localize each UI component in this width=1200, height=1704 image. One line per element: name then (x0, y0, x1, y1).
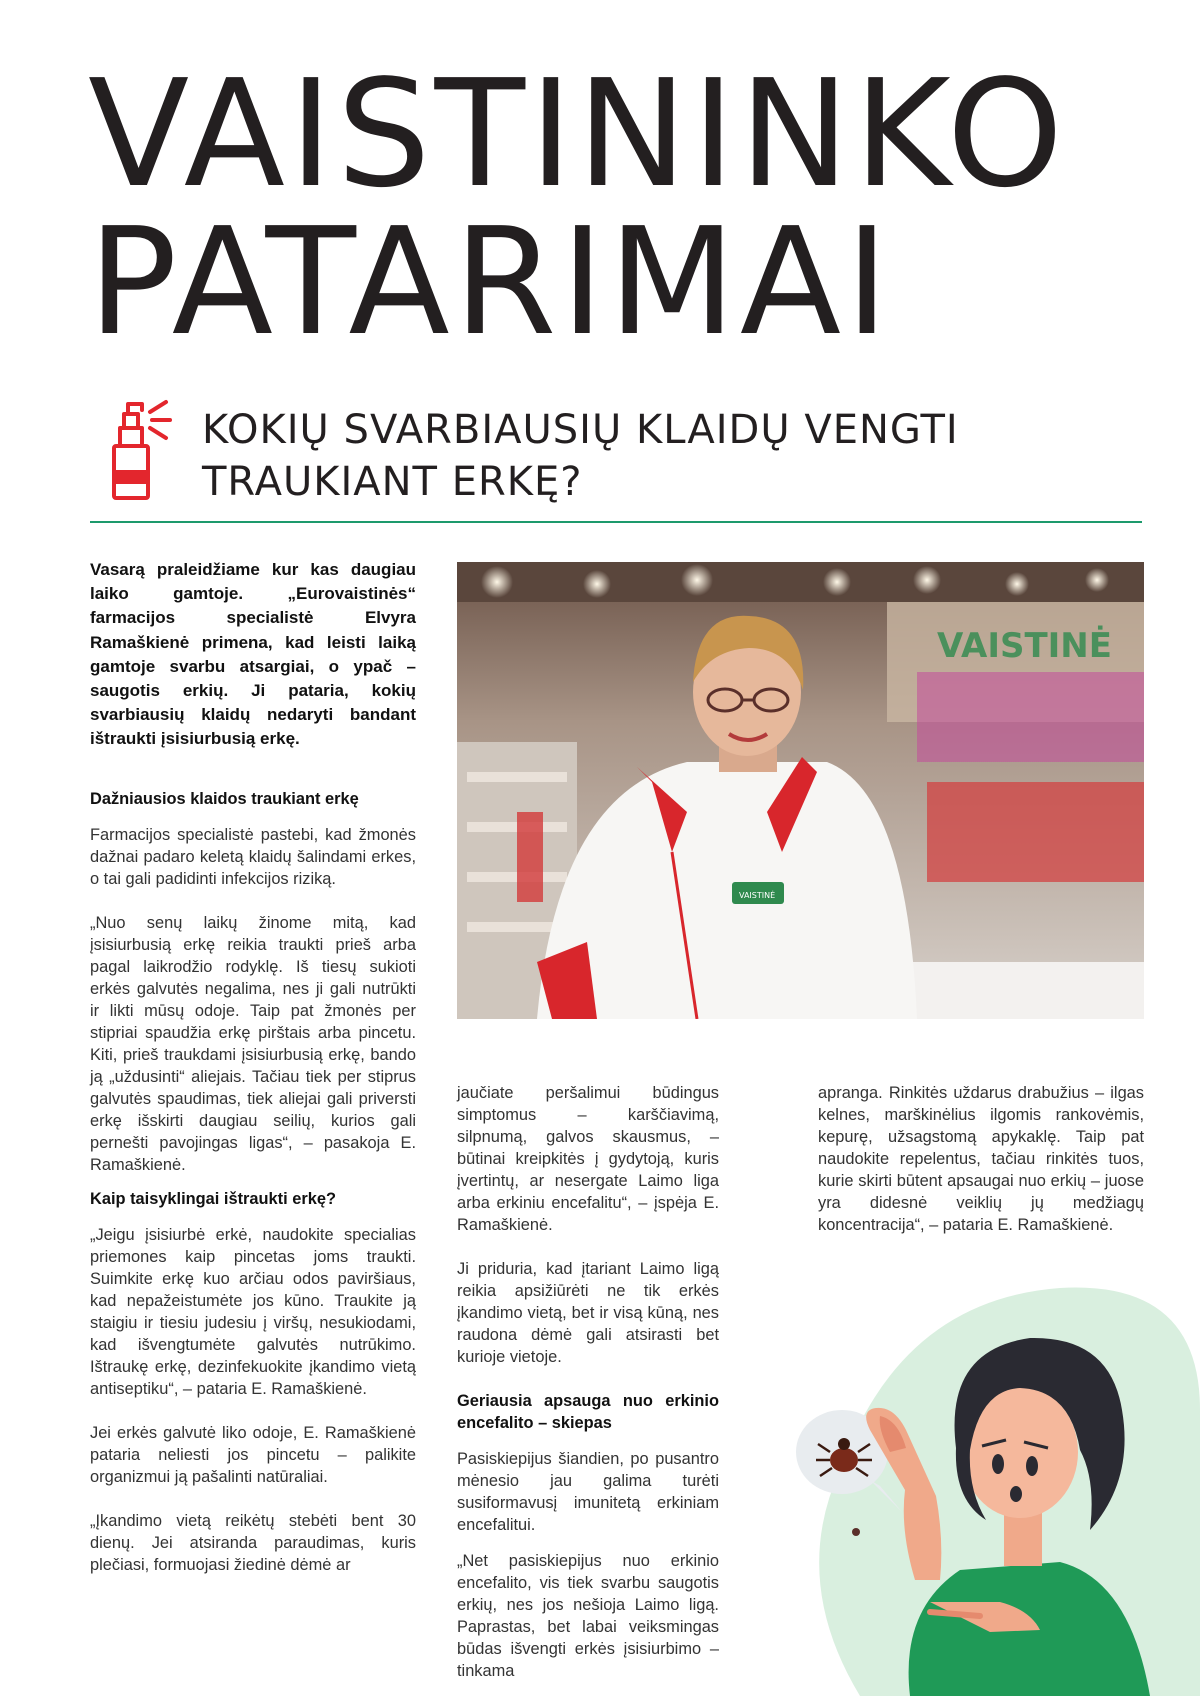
woman-tick-illustration (730, 1280, 1200, 1696)
column-1 (90, 558, 416, 1598)
article-subtitle (202, 404, 1122, 508)
paragraph: jaučiate peršalimui būdingus simptomus – karščiavimą, silpnumą, galvos skausmus, – būtinai kreipkitės į gydytoją, kuris įvertintų, ar nesergate Laimo liga arba erkiniu encefalitu“, – įspėja E. Ramaškienė. (457, 1084, 719, 1234)
paragraph: Farmacijos specialistė pastebi, kad žmonės dažnai padaro keletą klaidų šalindami erkes, o tai gali padidinti infekcijos riziką. (90, 825, 416, 888)
paragraph: „Net pasiskiepijus nuo erkinio encefalito, vis tiek svarbu saugotis erkių, nes jos nešioja Laimo ligą. Paprastas, bet labai veiksmingas būdas išvengti erkės įsisiurbimo – tinkama (457, 1552, 719, 1680)
paragraph: Pasiskiepijus šiandien, po pusantro mėnesio jau galima turėti susiformavusį imunitetą erkiniam encefalitui. (457, 1450, 719, 1534)
title-line-1: VAISTININKO (88, 48, 1068, 220)
paragraph: „Jeigu įsisiurbė erkė, naudokite specialias priemones kaip pincetas joms traukti. Suimkite erkę kuo arčiau odos paviršiaus, kad nepažeistumėte jos kūno. Traukite ją staigiu ir tiesiu judesiu į viršų, nesukiodami, kad išvengtumėte galvutės nutrūkimo. Ištraukę erkę, dezinfekuokite įkandimo vietą antiseptiku“, – pataria E. Ramaškienė. (90, 1225, 416, 1398)
heading-mistakes: Dažniausios klaidos traukiant erkę (90, 789, 359, 808)
name-badge: VAISTINĖ (739, 891, 776, 900)
subtitle-line-1: KOKIŲ SVARBIAUSIŲ KLAIDŲ VENGTI (202, 407, 959, 453)
paragraph: Ji priduria, kad įtariant Laimo ligą reikia apsižiūrėti ne tik erkės įkandimo vietą, bet ir visą kūną, nes raudona dėmė gali atsirasti bet kurioje vietoje. (457, 1260, 719, 1366)
subtitle-line-2: TRAUKIANT ERKĘ? (202, 459, 583, 505)
title-line-2: PATARIMAI (88, 196, 893, 368)
pharmacist-photo (457, 562, 1144, 1019)
lead-paragraph: Vasarą praleidžiame kur kas daugiau laiko gamtoje. „Eurovaistinės“ farmacijos specialistė Elvyra Ramaškienė primena, kad leisti laiką gamtoje svarbu atsargiai, o ypač – saugotis erkių. Ji pataria, kokių svarbiausių klaidų nedaryti bandant ištraukti įsisiurbusią erkę. (90, 560, 416, 749)
column-3 (818, 1082, 1144, 1258)
heading-vaccine: Geriausia apsauga nuo erkinio encefalito – skiepas (457, 1392, 719, 1432)
paragraph: „Nuo senų laikų žinome mitą, kad įsisiurbusią erkę reikia traukti prieš arba pagal laikrodžio rodyklę. Iš tiesų sukioti erkės galvutės negalima, nes ji gali nutrūkti ir likti mūsų odoje. Taip pat žmonės per stipriai spaudžia erkę pirštais arba pincetu. Kiti, prieš traukdami įsisiurbusią erkę, bando ją „uždusinti“ aliejais. Tačiau tiek per stiprus galvutės spaudimas, tiek aliejai gali priversti erkę išskirti daugiau seilių, kurios gali pernešti pavojingas ligas“, – pasakoja E. Ramaškienė. (90, 913, 416, 1174)
paragraph: „Įkandimo vietą reikėtų stebėti bent 30 dienų. Jei atsiranda paraudimas, kuris plečiasi, formuojasi žiedinė dėmė ar (90, 1511, 416, 1574)
store-sign: VAISTINĖ (937, 626, 1112, 666)
divider-rule (90, 521, 1142, 523)
paragraph: apranga. Rinkitės uždarus drabužius – ilgas kelnes, marškinėlius ilgomis rankovėmis, kepurę, užsagstomą apykaklę. Taip pat naudokite repelentus, tačiau rinkitės tuos, kurie skirti būtent apsaugai nuo erkių – juose yra didesnė veiklių jų medžiagų koncentracija“, – pataria E. Ramaškienė. (818, 1084, 1144, 1234)
spray-bottle-icon (106, 394, 176, 502)
column-2 (457, 1082, 719, 1704)
heading-remove-tick: Kaip taisyklingai ištraukti erkę? (90, 1189, 336, 1208)
page-title (88, 48, 1148, 368)
paragraph: Jei erkės galvutė liko odoje, E. Ramaškienė pataria neliesti jos pincetu – palikite organizmui ją pašalinti natūraliai. (90, 1423, 416, 1486)
